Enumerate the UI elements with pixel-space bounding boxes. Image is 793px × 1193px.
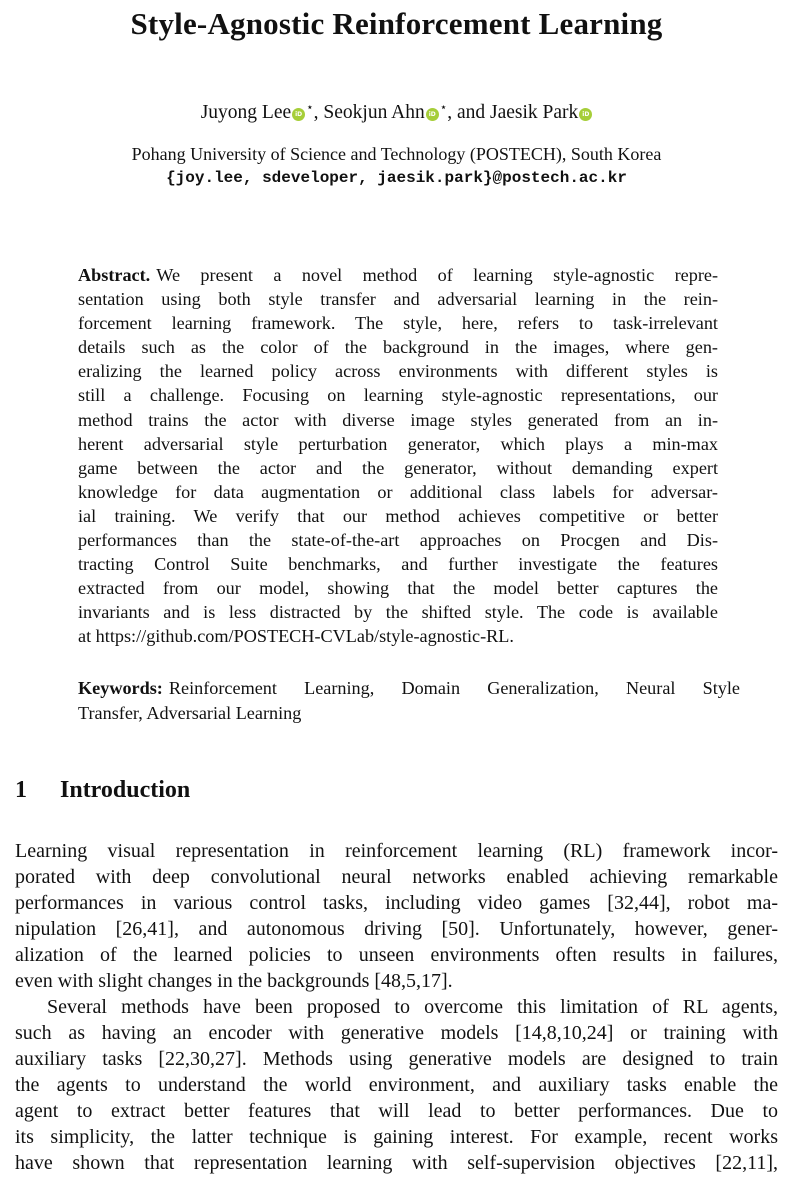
keywords (78, 676, 740, 725)
paragraph-line: its simplicity, the latter technique is gaining interest. For example, recent works (15, 1126, 778, 1148)
orcid-icon[interactable]: iD (579, 108, 592, 121)
abstract-line: performances than the state-of-the-art approaches on Procgen and Dis- (78, 530, 718, 551)
paragraph-line: Learning visual representation in reinforcement learning (RL) framework incor- (15, 840, 778, 862)
author-name: Jaesik Park (490, 102, 579, 123)
paragraph-line: auxiliary tasks [22,30,27]. Methods using generative models are designed to train (15, 1048, 778, 1070)
section-title: Introduction (60, 777, 191, 803)
keywords-line: Reinforcement Learning, Domain Generalization, Neural Style (168, 678, 740, 698)
abstract-line: tracting Control Suite benchmarks, and further investigate the features (78, 554, 718, 575)
section-number: 1 (15, 777, 27, 803)
author-name: Juyong Lee (200, 102, 292, 123)
abstract-line: We present a novel method of learning style-agnostic repre- (156, 265, 718, 285)
author-separator: , (313, 102, 324, 123)
keywords-label: Keywords: (78, 678, 163, 698)
paper-title: Style-Agnostic Reinforcement Learning (130, 6, 663, 41)
paragraph-line: performances in various control tasks, including video games [32,44], robot ma- (15, 892, 778, 914)
paragraph-line: porated with deep convolutional neural networks enabled achieving remarkable (15, 866, 778, 888)
abstract-line: method trains the actor with diverse image styles generated from an in- (78, 409, 718, 430)
orcid-icon[interactable]: iD (292, 108, 305, 121)
author-list (0, 94, 793, 126)
paragraph-line: the agents to understand the world environment, and auxiliary tasks enable the (15, 1074, 778, 1096)
abstract (78, 263, 718, 649)
abstract-line: herent adversarial style perturbation generator, which plays a min-max (78, 433, 718, 454)
abstract-line: invariants and is less distracted by the shifted style. The code is available (78, 602, 718, 623)
paragraph-line: agent to extract better features that will lead to better performances. Due to (15, 1100, 778, 1122)
abstract-line: eralizing the learned policy across environments with different styles is (78, 361, 718, 382)
paragraph-line: nipulation [26,41], and autonomous driving [50]. Unfortunately, however, gener- (15, 918, 778, 940)
keywords-line: Transfer, Adversarial Learning (78, 702, 302, 723)
equal-contribution-mark: ⋆ (439, 100, 448, 114)
abstract-line: at https://github.com/POSTECH-CVLab/style-agnostic-RL. (78, 626, 514, 647)
author-emails: {joy.lee, sdeveloper, jaesik.park}@postech.ac.kr (166, 169, 627, 187)
author-name: Seokjun Ahn (323, 102, 425, 123)
abstract-line: sentation using both style transfer and adversarial learning in the rein- (78, 289, 718, 310)
author-separator: , and (447, 102, 491, 123)
paragraph-line: alization of the learned policies to unseen environments often results in failures, (15, 944, 778, 966)
paragraph (15, 994, 778, 1176)
abstract-line: extracted from our model, showing that the model better captures the (78, 578, 718, 599)
affiliation: Pohang University of Science and Technology (POSTECH), South Korea (131, 144, 662, 164)
abstract-line: details such as the color of the background in the images, where gen- (78, 337, 718, 358)
paragraph-line: such as having an encoder with generative models [14,8,10,24] or training with (15, 1022, 778, 1044)
section-heading (15, 773, 190, 807)
abstract-line: ial training. We verify that our method achieves competitive or better (78, 505, 718, 526)
paragraph (15, 838, 778, 994)
abstract-line: still a challenge. Focusing on learning style-agnostic representations, our (78, 385, 718, 406)
abstract-label: Abstract. (78, 265, 151, 285)
abstract-line: forcement learning framework. The style, here, refers to task-irrelevant (78, 313, 718, 334)
paragraph-line: Several methods have been proposed to overcome this limitation of RL agents, (47, 996, 778, 1018)
equal-contribution-mark: ⋆ (306, 100, 314, 114)
paragraph-line: even with slight changes in the backgrounds [48,5,17]. (15, 970, 453, 992)
orcid-icon[interactable]: iD (426, 108, 439, 121)
abstract-line: knowledge for data augmentation or additional class labels for adversar- (78, 481, 718, 502)
paragraph-line: have shown that representation learning with self-supervision objectives [22,11], (15, 1152, 778, 1174)
abstract-line: game between the actor and the generator, without demanding expert (78, 457, 718, 478)
introduction-body (15, 838, 778, 1176)
